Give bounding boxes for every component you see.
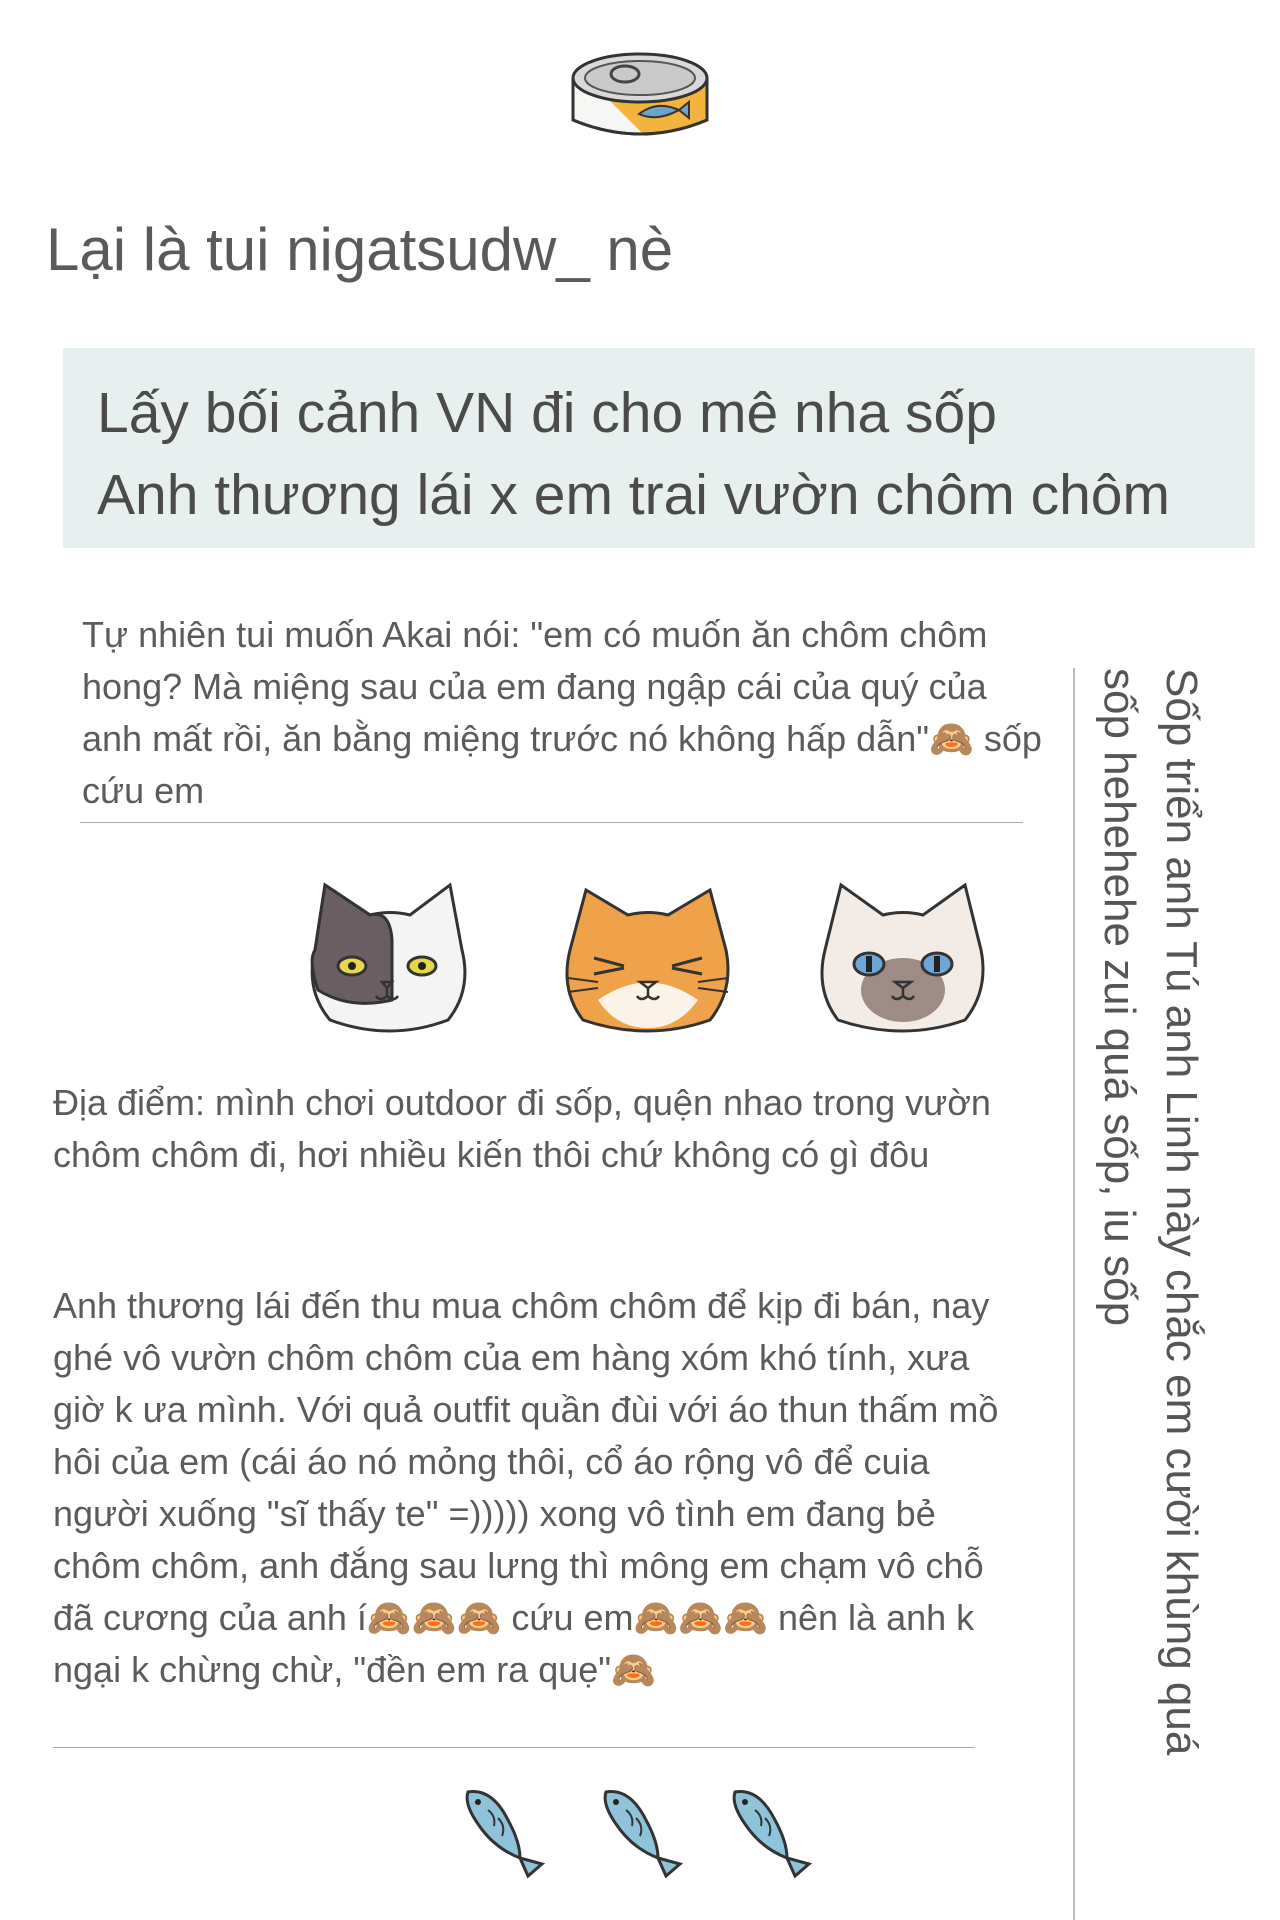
divider: [53, 1747, 975, 1748]
post-paragraph-2: Địa điểm: mình chơi outdoor đi sốp, quện nhao trong vườn chôm chôm đi, hơi nhiều kiến thôi chứ không có gì đôu: [53, 1082, 991, 1175]
highlight-box: [63, 348, 1255, 548]
fish-icon: [458, 1780, 548, 1880]
side-comment-divider: [1073, 668, 1075, 1920]
siamese-cat-icon: [813, 870, 993, 1040]
highlight-line-1: Lấy bối cảnh VN đi cho mê nha sốp: [97, 381, 997, 445]
divider: [80, 822, 1023, 823]
calico-cat-icon: [300, 870, 480, 1040]
highlight-line-2: Anh thương lái x em trai vườn chôm chôm: [97, 463, 1170, 527]
page-title: Lại là tui nigatsudw_ nè: [46, 216, 674, 283]
fish-icons-row: [0, 1780, 1280, 1880]
side-comment-line-1: Sốp triển anh Tú anh Linh này chắc em cười khùng quá: [1157, 668, 1206, 1756]
post-paragraph-3: Anh thương lái đến thu mua chôm chôm để kịp đi bán, nay ghé vô vườn chôm chôm của em hàng xóm khó tính, xưa giờ k ưa mình. Với quả outfit quần đùi với áo thun thấm mồ hôi của em (cái áo nó mỏng thôi, cổ áo rộng vô để cuia người xuống "sĩ thấy te" =))))) xong vô tình em đang bẻ chôm chôm, anh đắng sau lưng thì mông em chạm vô chỗ đã cương của anh í🙈🙈🙈 cứu em🙈🙈🙈 nên là anh k ngại k chừng chừ, "đền em ra quẹ"🙈: [53, 1285, 999, 1690]
fish-icon: [596, 1780, 686, 1880]
tuna-can-icon: [565, 48, 715, 148]
orange-cat-icon: [558, 870, 738, 1040]
side-comment-line-2: sốp hehehehe zui quá sốp, iu sốp: [1095, 668, 1144, 1327]
fish-icon: [725, 1780, 815, 1880]
post-paragraph-1: Tự nhiên tui muốn Akai nói: "em có muốn ăn chôm chôm hong? Mà miệng sau của em đang ngập cái của quý của anh mất rồi, ăn bằng miệng trước nó không hấp dẫn"🙈 sốp cứu em: [82, 614, 1042, 811]
